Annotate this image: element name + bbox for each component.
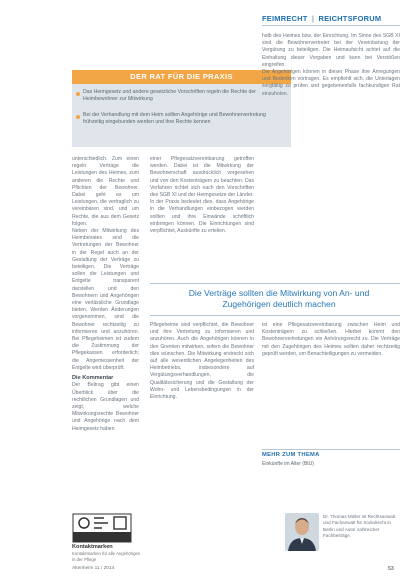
more-topic-title: MEHR ZUM THEMA bbox=[262, 452, 320, 458]
paragraph: halb des Heimes bzw. der Einrichtung. Im Sinne des SGB XI sind die Bewohnervertreter bei der Vereinbarung der Vergütung zu beteiligen. Die Heimaufsicht achtet auf die Einhaltung dieser Vorgaben und kann bei Verstößen eingreifen. bbox=[262, 33, 400, 68]
logo-subtitle: Kontaktmarken für alle Angehörigen in der Pflege bbox=[72, 551, 141, 562]
paragraph: Neben der Mitwirkung des Heimbeirates sind die Vertretungen der Bewohner in der Regel auch an der Gestaltung der Verträge zu beteiligen. Die Verträge sollen die Leistungen und Entgelte transparent darstellen und den Bewohnern und Angehörigen eine verlässliche Grundlage bieten. Werden Änderungen vorgenommen, sind die Bewohner rechtzeitig zu informieren und anzuhören. Bei Pflegeheimen ist zudem die Zustimmung der Pflegekassen erforderlich; die Angemessenheit der Entgelte wird überprüft. bbox=[72, 228, 139, 371]
more-topic-rule bbox=[262, 449, 400, 450]
bullet-icon bbox=[76, 115, 80, 119]
pull-quote: Die Verträge sollten die Mitwirkung von An- und Zugehörigen deutlich machen bbox=[188, 288, 370, 309]
author-bio: Dr. Thomas Müller ist Rechtsanwalt und Fachanwalt für Sozialrecht in Berlin und Autor zahlreicher Fachbeiträge. bbox=[323, 514, 396, 539]
bullet-icon bbox=[76, 92, 80, 96]
header-brand: FEIMRECHT bbox=[262, 14, 308, 23]
paragraph: Pflegeheime sind verpflichtet, die Bewohner und ihre Vertretung zu informieren und anzuhören. Auch die Angehörigen können in den Gremien mitwirken, sofern die Bewohner dies wünschen. Die Mitwirkung erstreckt sich auf alle wesentlichen Angelegenheiten des Heimbetriebs, insbesondere auf Vergütungsverhandlungen, die Qualitätssicherung und die Gestaltung der Wohn- und Lebensbedingungen in der Einrichtung. bbox=[150, 322, 254, 401]
pull-quote-rule-bottom bbox=[150, 315, 400, 316]
footer-issue: Altenheim 11 / 2014 bbox=[72, 566, 115, 571]
column-3 bbox=[262, 33, 400, 275]
logo-name: Kontaktmarken bbox=[72, 544, 113, 550]
paragraph: In der Praxis bedeutet dies, dass Angehörige in die Verhandlungen einbezogen werden sollten und ihre Einwände schriftlich einbringen können. Die Einrichtungen sind verpflichtet, Auskünfte zu erteilen. bbox=[150, 199, 254, 235]
column-4 bbox=[150, 322, 254, 560]
subheading: Die Kommentar bbox=[72, 375, 114, 382]
paragraph: unterschiedlich. Zum einen regeln Verträge die Leistungen des Heimes, zum anderen die Rechte und Pflichten der Bewohner. Dabei geht es um Leistungen, die vertraglich zu vereinbaren sind, und um Rechte, die aus dem Gesetz folgen. bbox=[72, 156, 139, 227]
section-header bbox=[262, 14, 381, 23]
column-2 bbox=[150, 156, 254, 274]
practice-item: Bei der Verhandlung mit dem Heim sollten Angehörige und Bewohnervertretung frühzeitig eingebunden werden und ihre Rechte kennen bbox=[83, 112, 266, 125]
more-topic-link[interactable]: Einkünfte im Alter (BtU) bbox=[262, 461, 314, 467]
header-rule bbox=[262, 25, 400, 26]
pull-quote-rule-top bbox=[150, 283, 400, 284]
column-1 bbox=[72, 156, 139, 500]
practice-item: Das Heimgesetz und andere gesetzliche Vorschriften regeln die Rechte der Heimbewohner zur Mitwirkung bbox=[83, 89, 257, 102]
kontaktmarken-logo bbox=[72, 513, 132, 543]
page-number: 53 bbox=[388, 566, 394, 572]
header-separator: | bbox=[311, 14, 315, 23]
paragraph: ist eine Pflegesatzvereinbarung zwischen Heim und Kostenträgern zu schließen. Hierbei kommt den Bewohnervertretungen ein Anhörungsrecht zu. Die Verträge mit den Zugehörigen des Heimes sollten daher rechtzeitig geprüft werden, um Benachteiligungen zu vermeiden. bbox=[262, 322, 400, 357]
paragraph: Der Beitrag gibt einen Überblick über die rechtlichen Grundlagen und zeigt, welche Mitwirkungsrechte Bewohner und Angehörige nach dem Heimgesetz haben. bbox=[72, 382, 139, 432]
paragraph: Die Angehörigen können in dieser Phase ihre Anregungen und Bedenken vortragen. Es empfiehlt sich, die Unterlagen sorgfältig zu prüfen und gegebenenfalls fachkundigen Rat einzuholen. bbox=[262, 69, 400, 97]
header-section: REICHTSFORUM bbox=[318, 14, 382, 23]
practice-box-title: DER RAT FÜR DIE PRAXIS bbox=[72, 70, 291, 84]
column-5 bbox=[262, 322, 400, 442]
paragraph: einer Pflegesatzvereinbarung getroffen werden. Dabei ist die Mitwirkung der Bewohnerschaft ausdrücklich vorgesehen und von den Kostenträgern zu beachten. Das Verfahren richtet sich nach den Vorschriften des SGB XI und der Heimgesetze der Länder. bbox=[150, 156, 254, 199]
author-photo bbox=[285, 513, 319, 551]
